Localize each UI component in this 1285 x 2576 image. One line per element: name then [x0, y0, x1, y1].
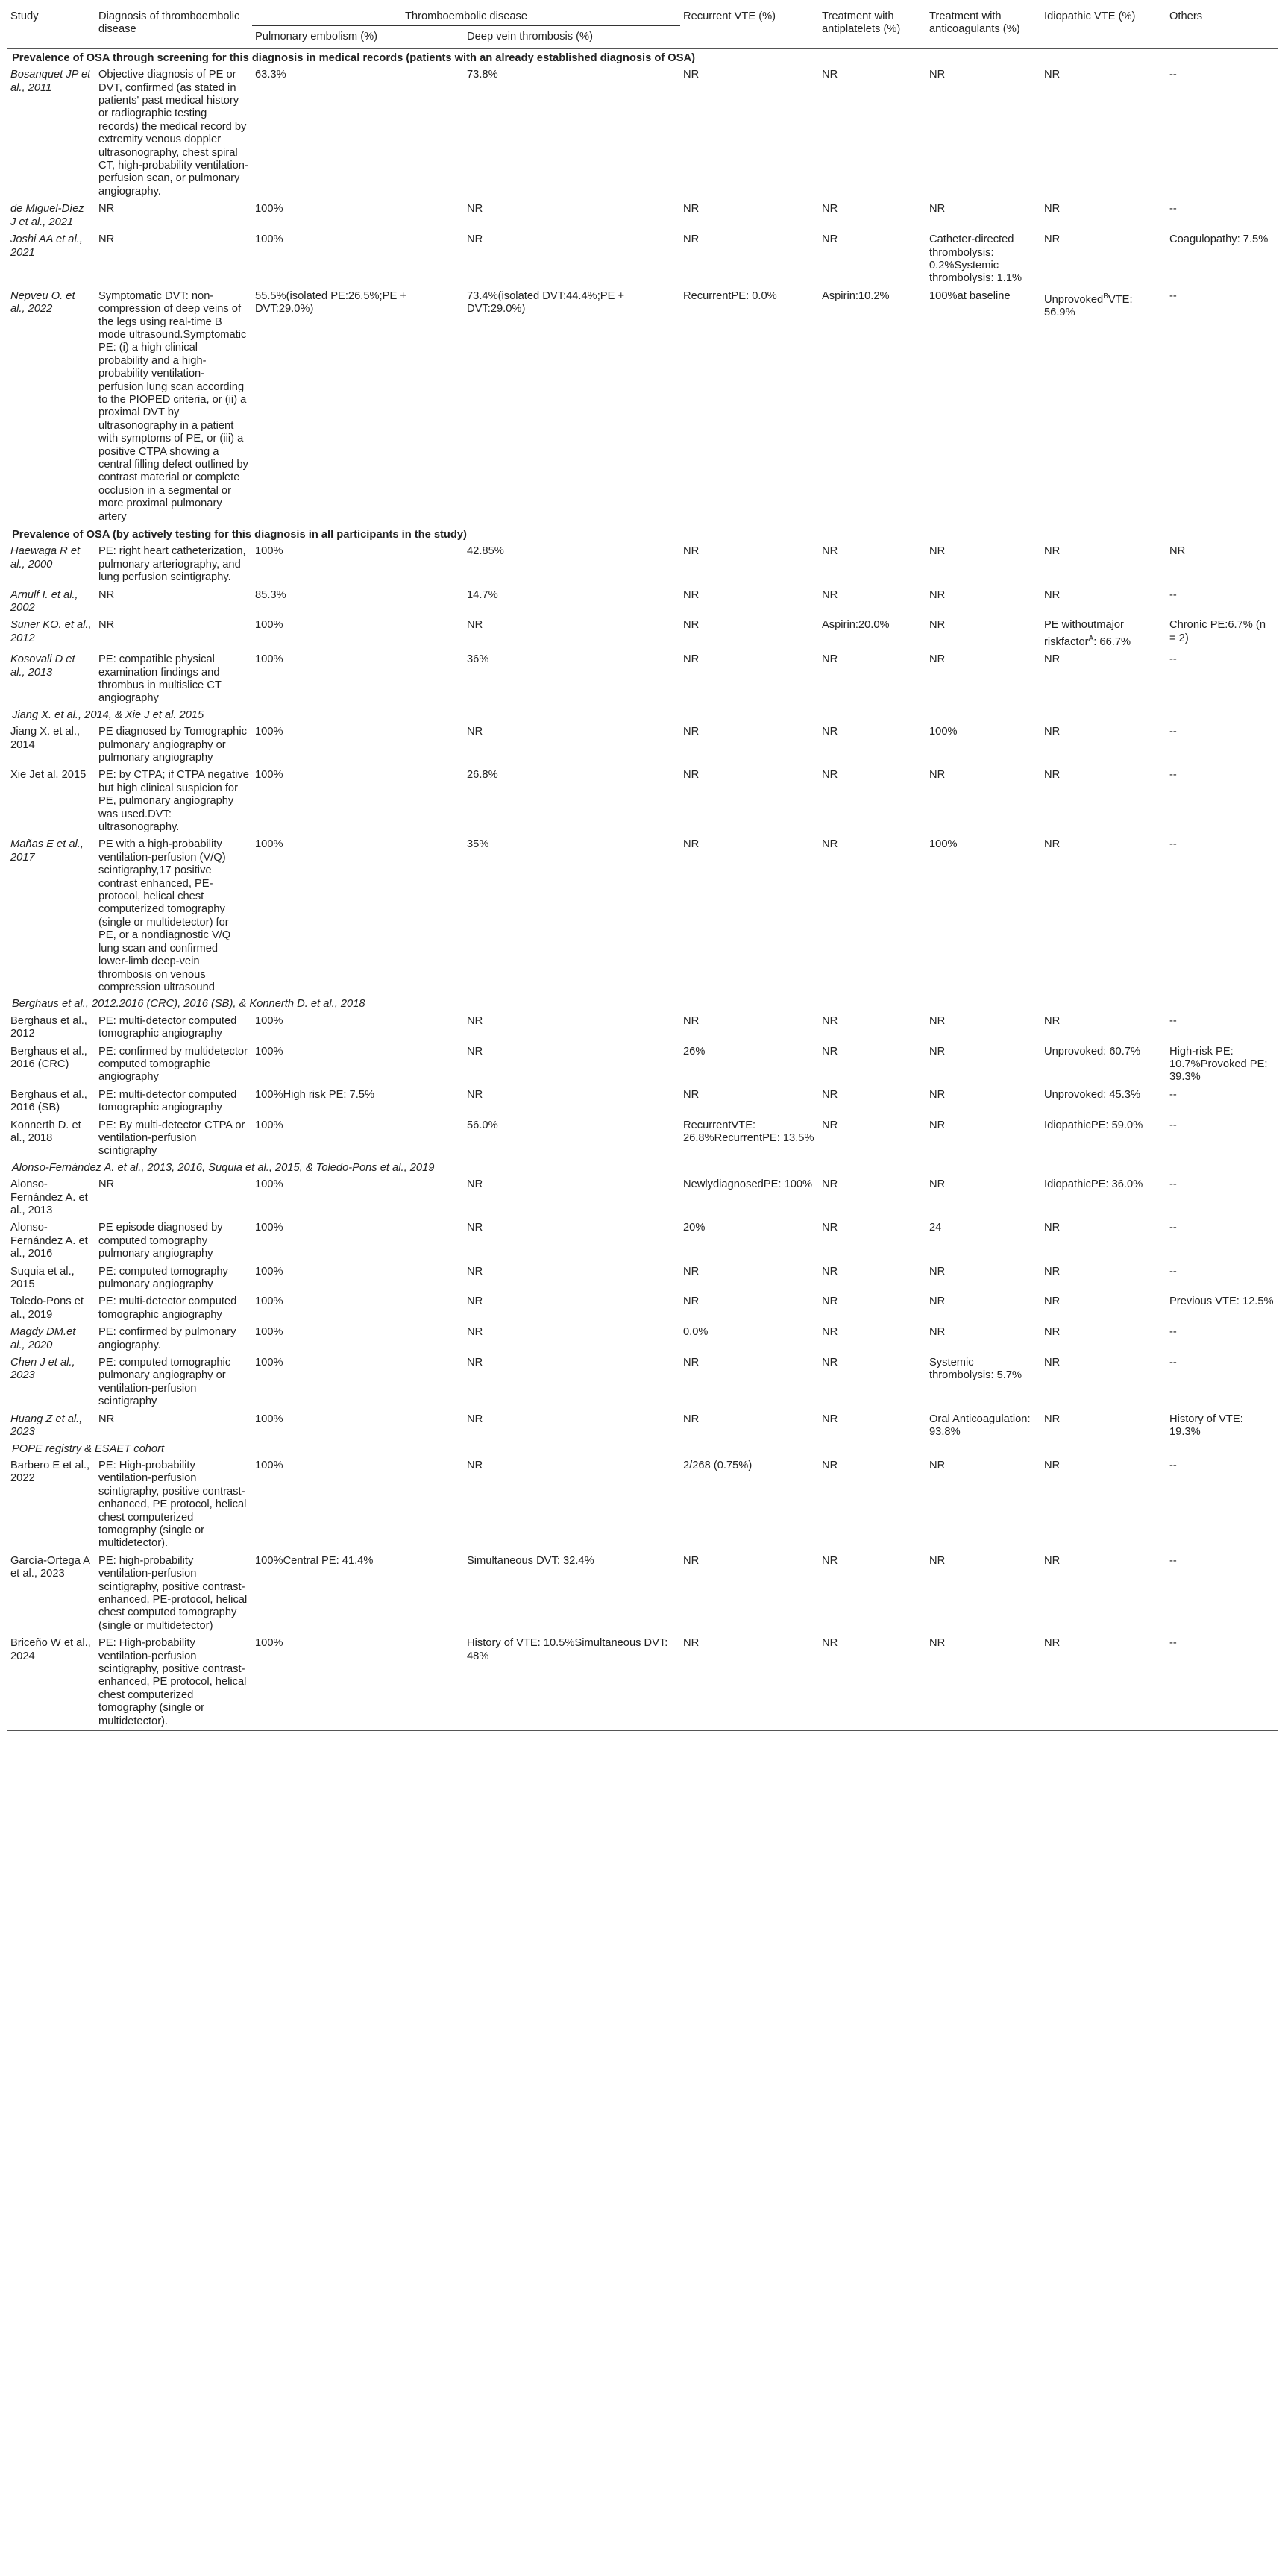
cell-others: --: [1169, 1088, 1177, 1101]
cell-dvt: NR: [467, 1014, 483, 1027]
cell-diagnosis: Objective diagnosis of PE or DVT, confirmed (as stated in patients' past medical history or radiographic testing records) the medical record by extremity venous doppler ultrasonography, chest spiral CT, high-probability ventilation-perfusion scan, or pulmonary angiography.: [98, 69, 248, 198]
cell-idiopathic: [1041, 617, 1166, 651]
cell-others: --: [1169, 1459, 1177, 1471]
cell-others: --: [1169, 1326, 1177, 1339]
cell-others: NR: [1169, 545, 1186, 558]
group-title: Jiang X. et al., 2014, & Xie J et al. 2015: [12, 709, 204, 721]
col-dvt: Deep vein thrombosis (%): [467, 31, 593, 43]
table-row: [7, 1553, 1278, 1635]
cell-others: --: [1169, 1222, 1177, 1234]
table-row: [7, 1087, 1278, 1117]
cell-diagnosis: PE: multi-detector computed tomographic angiography: [98, 1295, 237, 1321]
cell-pe: 100%High risk PE: 7.5%: [255, 1088, 375, 1101]
cell-others: Previous VTE: 12.5%: [1169, 1295, 1274, 1308]
cell-idiopathic: IdiopathicPE: 59.0%: [1044, 1119, 1143, 1131]
table-row: [7, 1354, 1278, 1411]
cell-pe: 100%: [255, 1459, 283, 1471]
cell-study: Konnerth D. et al., 2018: [10, 1119, 81, 1144]
cell-pe: 100%: [255, 233, 283, 246]
cell-recurrent: 2/268 (0.75%): [683, 1459, 753, 1471]
cell-idiopathic: Unprovoked: 45.3%: [1044, 1088, 1141, 1101]
cell-dvt: NR: [467, 1088, 483, 1101]
cell-anticoagulants: 100%at baseline: [929, 289, 1011, 302]
cell-diagnosis: PE: right heart catheterization, pulmonary arteriography, and lung perfusion scintigraphy.: [98, 545, 246, 584]
cell-anticoagulants: NR: [929, 1459, 946, 1471]
group-header: [7, 1160, 1278, 1176]
thromboembolic-osa-table: [7, 0, 1278, 1731]
col-idiopathic: Idiopathic VTE (%): [1044, 10, 1136, 22]
cell-anticoagulants: NR: [929, 1014, 946, 1027]
cell-diagnosis: PE: by CTPA; if CTPA negative but high clinical suspicion for PE, pulmonary angiography was used.DVT: ultrasonography.: [98, 769, 249, 834]
col-study: Study: [10, 10, 39, 22]
cell-idiopathic: NR: [1044, 1554, 1061, 1567]
cell-antiplatelets: NR: [822, 1295, 838, 1308]
cell-recurrent: NR: [683, 726, 700, 738]
table-row: [7, 1457, 1278, 1553]
cell-anticoagulants: NR: [929, 653, 946, 666]
cell-idiopathic: IdiopathicPE: 36.0%: [1044, 1178, 1143, 1191]
group-title: Alonso-Fernández A. et al., 2013, 2016, Suquia et al., 2015, & Toledo-Pons et al., 2019: [12, 1161, 435, 1174]
cell-study: Bosanquet JP et al., 2011: [10, 69, 91, 94]
cell-antiplatelets: NR: [822, 1014, 838, 1027]
cell-antiplatelets: NR: [822, 69, 838, 81]
cell-pe: 85.3%: [255, 588, 286, 601]
header-row-1: [7, 0, 1278, 26]
cell-recurrent: NR: [683, 1413, 700, 1425]
cell-others: --: [1169, 289, 1177, 302]
cell-antiplatelets: NR: [822, 726, 838, 738]
cell-recurrent: NR: [683, 545, 700, 558]
cell-diagnosis: NR: [98, 588, 115, 601]
cell-antiplatelets: NR: [822, 1119, 838, 1131]
cell-idiopathic-tail: : 66.7%: [1093, 635, 1131, 648]
cell-anticoagulants: NR: [929, 1326, 946, 1339]
cell-recurrent: 26%: [683, 1045, 706, 1058]
cell-antiplatelets: NR: [822, 545, 838, 558]
cell-recurrent: NR: [683, 619, 700, 632]
cell-antiplatelets: NR: [822, 838, 838, 851]
cell-diagnosis: NR: [98, 203, 115, 216]
section-header: [7, 48, 1278, 66]
cell-idiopathic: NR: [1044, 726, 1061, 738]
cell-diagnosis: PE: high-probability ventilation-perfusion scintigraphy, positive contrast-enhanced, PE-protocol, helical chest computed tomography (single or multidetector): [98, 1554, 248, 1632]
cell-antiplatelets: Aspirin:20.0%: [822, 619, 890, 632]
cell-diagnosis: PE: High-probability ventilation-perfusion scintigraphy, positive contrast-enhanced, PE protocol, helical chest computerized tomography (single or multidetector).: [98, 1637, 247, 1727]
cell-others: High-risk PE: 10.7%Provoked PE: 39.3%: [1169, 1045, 1268, 1084]
cell-diagnosis: PE: confirmed by multidetector computed tomographic angiography: [98, 1045, 248, 1084]
cell-anticoagulants: NR: [929, 1119, 946, 1131]
cell-idiopathic: NR: [1044, 1413, 1061, 1425]
cell-pe: 100%Central PE: 41.4%: [255, 1554, 374, 1567]
cell-antiplatelets: NR: [822, 1637, 838, 1650]
cell-dvt: NR: [467, 1459, 483, 1471]
cell-recurrent: NR: [683, 233, 700, 246]
cell-anticoagulants: 100%: [929, 838, 958, 851]
cell-anticoagulants: NR: [929, 1637, 946, 1650]
cell-others: --: [1169, 653, 1177, 666]
cell-antiplatelets: NR: [822, 203, 838, 216]
cell-idiopathic-tail: VTE: 56.9%: [1044, 293, 1133, 319]
cell-idiopathic: [1041, 288, 1166, 526]
cell-others: --: [1169, 203, 1177, 216]
cell-study: Huang Z et al., 2023: [10, 1413, 83, 1439]
cell-pe: 100%: [255, 203, 283, 216]
cell-idiopathic-text: Unprovoked: [1044, 293, 1104, 306]
cell-others: Chronic PE:6.7% (n = 2): [1169, 619, 1266, 644]
cell-idiopathic: NR: [1044, 1459, 1061, 1471]
cell-pe: 100%: [255, 1637, 283, 1650]
table-row: [7, 1013, 1278, 1043]
cell-others: Coagulopathy: 7.5%: [1169, 233, 1269, 246]
table-row: [7, 1293, 1278, 1324]
cell-dvt: NR: [467, 1178, 483, 1191]
cell-others: --: [1169, 1637, 1177, 1650]
cell-antiplatelets: NR: [822, 1357, 838, 1369]
cell-diagnosis: PE: multi-detector computed tomographic angiography: [98, 1088, 237, 1114]
cell-idiopathic: NR: [1044, 588, 1061, 601]
cell-idiopathic: NR: [1044, 1637, 1061, 1650]
cell-recurrent: NR: [683, 588, 700, 601]
table-row: [7, 1117, 1278, 1160]
cell-others: --: [1169, 1178, 1177, 1191]
cell-dvt: NR: [467, 1326, 483, 1339]
cell-anticoagulants: Catheter-directed thrombolysis: 0.2%Systemic thrombolysis: 1.1%: [929, 233, 1022, 285]
table-row: [7, 288, 1278, 526]
table-row: [7, 1324, 1278, 1354]
cell-pe: 100%: [255, 1413, 283, 1425]
cell-idiopathic: NR: [1044, 1222, 1061, 1234]
cell-pe: 100%: [255, 1357, 283, 1369]
cell-dvt: 73.8%: [467, 69, 498, 81]
group-header: [7, 1442, 1278, 1457]
cell-study: Suquia et al., 2015: [10, 1265, 75, 1291]
cell-pe: 100%: [255, 1265, 283, 1278]
cell-dvt: History of VTE: 10.5%Simultaneous DVT: 48%: [467, 1637, 668, 1662]
cell-study: Chen J et al., 2023: [10, 1357, 75, 1382]
table-row: [7, 617, 1278, 651]
cell-anticoagulants: NR: [929, 1045, 946, 1058]
col-pe: Pulmonary embolism (%): [255, 31, 378, 43]
cell-diagnosis: NR: [98, 1178, 115, 1191]
cell-dvt: NR: [467, 619, 483, 632]
cell-study: Berghaus et al., 2016 (SB): [10, 1088, 87, 1114]
cell-diagnosis: Symptomatic DVT: non-compression of deep veins of the legs using real-time B mode ultrasound.Symptomatic PE: (i) a high clinical probability and a high-probability ventilation-perfusion lung scan according to the PIOPED criteria, or (ii) a proximal DVT by ultrasonography in a patient with symptoms of PE, or (iii) a positive CTPA showing a central filling defect outlined by contrast material or complete occlusion in a segmental or more proximal pulmonary artery: [98, 289, 248, 523]
cell-dvt: NR: [467, 726, 483, 738]
cell-recurrent: NR: [683, 653, 700, 666]
cell-others: --: [1169, 726, 1177, 738]
cell-others: --: [1169, 588, 1177, 601]
cell-pe: 100%: [255, 726, 283, 738]
cell-idiopathic: NR: [1044, 233, 1061, 246]
cell-recurrent: RecurrentPE: 0.0%: [683, 289, 777, 302]
cell-diagnosis: NR: [98, 233, 115, 246]
cell-pe: 100%: [255, 769, 283, 782]
cell-study: de Miguel-Díez J et al., 2021: [10, 203, 84, 228]
cell-idiopathic: NR: [1044, 545, 1061, 558]
cell-idiopathic: NR: [1044, 769, 1061, 782]
cell-antiplatelets: NR: [822, 769, 838, 782]
cell-pe: 63.3%: [255, 69, 286, 81]
cell-recurrent: NR: [683, 1637, 700, 1650]
cell-study: Haewaga R et al., 2000: [10, 545, 81, 571]
cell-pe: 100%: [255, 653, 283, 666]
cell-antiplatelets: NR: [822, 1178, 838, 1191]
cell-study: Berghaus et al., 2012: [10, 1014, 87, 1040]
col-diagnosis: Diagnosis of thromboembolic disease: [98, 10, 240, 36]
table-row: [7, 651, 1278, 708]
cell-idiopathic: NR: [1044, 1265, 1061, 1278]
cell-study: Briceño W et al., 2024: [10, 1637, 91, 1662]
cell-pe: 100%: [255, 619, 283, 632]
section-title: Prevalence of OSA (by actively testing for this diagnosis in all participants in the study): [12, 529, 467, 541]
cell-recurrent: NR: [683, 1357, 700, 1369]
cell-idiopathic: NR: [1044, 1295, 1061, 1308]
cell-pe: 100%: [255, 1326, 283, 1339]
cell-antiplatelets: NR: [822, 1554, 838, 1567]
cell-antiplatelets: NR: [822, 1222, 838, 1234]
cell-recurrent: NR: [683, 203, 700, 216]
col-recurrent: Recurrent VTE (%): [683, 10, 776, 22]
cell-pe: 100%: [255, 1045, 283, 1058]
cell-recurrent: NewlydiagnosedPE: 100%: [683, 1178, 813, 1191]
cell-pe: 100%: [255, 838, 283, 851]
cell-diagnosis: PE: compatible physical examination findings and thrombus in multislice CT angiography: [98, 653, 222, 705]
cell-anticoagulants: NR: [929, 203, 946, 216]
table-body: [7, 48, 1278, 1730]
table-row: [7, 1219, 1278, 1263]
cell-anticoagulants: NR: [929, 588, 946, 601]
cell-antiplatelets: NR: [822, 1459, 838, 1471]
table-row: [7, 767, 1278, 836]
cell-study: Magdy DM.et al., 2020: [10, 1326, 76, 1351]
cell-recurrent: RecurrentVTE: 26.8%RecurrentPE: 13.5%: [683, 1119, 814, 1144]
cell-diagnosis: PE: computed tomography pulmonary angiography: [98, 1265, 228, 1291]
cell-idiopathic: NR: [1044, 69, 1061, 81]
cell-anticoagulants: 100%: [929, 726, 958, 738]
cell-anticoagulants: NR: [929, 69, 946, 81]
cell-pe: 100%: [255, 1014, 283, 1027]
footnote-marker: A: [1088, 634, 1094, 643]
cell-antiplatelets: NR: [822, 233, 838, 246]
table-row: [7, 201, 1278, 231]
cell-diagnosis: PE diagnosed by Tomographic pulmonary angiography or pulmonary angiography: [98, 726, 247, 764]
cell-dvt: NR: [467, 1357, 483, 1369]
table-row: [7, 1176, 1278, 1219]
cell-study: Nepveu O. et al., 2022: [10, 289, 75, 315]
cell-dvt: 56.0%: [467, 1119, 498, 1131]
cell-anticoagulants: Oral Anticoagulation: 93.8%: [929, 1413, 1031, 1439]
cell-others: --: [1169, 1014, 1177, 1027]
cell-diagnosis: PE: computed tomographic pulmonary angiography or ventilation-perfusion scintigraphy: [98, 1357, 231, 1408]
table-row: [7, 1635, 1278, 1730]
cell-dvt: 73.4%(isolated DVT:44.4%;PE + DVT:29.0%): [467, 289, 625, 315]
cell-antiplatelets: NR: [822, 1326, 838, 1339]
cell-idiopathic: NR: [1044, 1326, 1061, 1339]
cell-recurrent: NR: [683, 1295, 700, 1308]
cell-others: --: [1169, 1357, 1177, 1369]
cell-anticoagulants: NR: [929, 619, 946, 632]
cell-study: Joshi AA et al., 2021: [10, 233, 83, 259]
cell-recurrent: NR: [683, 1265, 700, 1278]
table-row: [7, 66, 1278, 201]
cell-pe: 100%: [255, 545, 283, 558]
col-anticoagulants: Treatment with anticoagulants (%): [929, 10, 1020, 36]
cell-pe: 100%: [255, 1222, 283, 1234]
group-header: [7, 708, 1278, 723]
cell-study: Alonso-Fernández A. et al., 2013: [10, 1178, 88, 1217]
cell-others: --: [1169, 69, 1177, 81]
cell-recurrent: 0.0%: [683, 1326, 709, 1339]
cell-pe: 55.5%(isolated PE:26.5%;PE + DVT:29.0%): [255, 289, 406, 315]
cell-dvt: NR: [467, 233, 483, 246]
group-title: Berghaus et al., 2012.2016 (CRC), 2016 (SB), & Konnerth D. et al., 2018: [12, 998, 365, 1011]
cell-idiopathic: NR: [1044, 653, 1061, 666]
cell-dvt: NR: [467, 1413, 483, 1425]
group-header: [7, 996, 1278, 1012]
cell-idiopathic: Unprovoked: 60.7%: [1044, 1045, 1141, 1058]
cell-study: Kosovali D et al., 2013: [10, 653, 75, 679]
cell-dvt: NR: [467, 1295, 483, 1308]
cell-dvt: 36%: [467, 653, 489, 666]
section-header: [7, 526, 1278, 543]
cell-diagnosis: PE with a high-probability ventilation-perfusion (V/Q) scintigraphy,17 positive contrast enhanced, PE-protocol, helical chest computerized tomography (single or multidetector) for PE, or a nondiagnostic V/Q lung scan and confirmed lower-limb deep-vein thrombosis on venous compression ultrasound: [98, 838, 231, 993]
cell-others: --: [1169, 1554, 1177, 1567]
table-row: [7, 1043, 1278, 1087]
cell-others: --: [1169, 838, 1177, 851]
cell-others: History of VTE: 19.3%: [1169, 1413, 1243, 1439]
table-row: [7, 836, 1278, 996]
cell-recurrent: NR: [683, 769, 700, 782]
cell-pe: 100%: [255, 1295, 283, 1308]
cell-recurrent: NR: [683, 838, 700, 851]
cell-study: Barbero E et al., 2022: [10, 1459, 90, 1485]
cell-anticoagulants: NR: [929, 1295, 946, 1308]
table-row: [7, 587, 1278, 618]
cell-study: Xie Jet al. 2015: [10, 769, 87, 782]
table-row: [7, 543, 1278, 586]
cell-study: Arnulf I. et al., 2002: [10, 588, 78, 615]
cell-diagnosis: PE episode diagnosed by computed tomography pulmonary angiography: [98, 1222, 223, 1260]
cell-dvt: NR: [467, 1045, 483, 1058]
cell-antiplatelets: NR: [822, 1265, 838, 1278]
col-thromboembolic: Thromboembolic disease: [252, 0, 680, 26]
table-row: [7, 1263, 1278, 1294]
cell-pe: 100%: [255, 1178, 283, 1191]
cell-antiplatelets: NR: [822, 1088, 838, 1101]
cell-study: Alonso-Fernández A. et al., 2016: [10, 1222, 88, 1260]
cell-anticoagulants: NR: [929, 545, 946, 558]
cell-diagnosis: PE: confirmed by pulmonary angiography.: [98, 1326, 236, 1351]
cell-dvt: NR: [467, 1222, 483, 1234]
col-others: Others: [1169, 10, 1203, 22]
cell-dvt: 14.7%: [467, 588, 498, 601]
cell-antiplatelets: NR: [822, 653, 838, 666]
cell-dvt: Simultaneous DVT: 32.4%: [467, 1554, 594, 1567]
cell-dvt: NR: [467, 1265, 483, 1278]
cell-others: --: [1169, 1119, 1177, 1131]
cell-antiplatelets: NR: [822, 1413, 838, 1425]
table-row: [7, 723, 1278, 767]
cell-anticoagulants: NR: [929, 1088, 946, 1101]
cell-anticoagulants: NR: [929, 1265, 946, 1278]
cell-dvt: NR: [467, 203, 483, 216]
cell-anticoagulants: 24: [929, 1222, 942, 1234]
section-title: Prevalence of OSA through screening for this diagnosis in medical records (patients with an already established diagnosis of OSA): [12, 51, 695, 64]
cell-diagnosis: NR: [98, 619, 115, 632]
cell-antiplatelets: Aspirin:10.2%: [822, 289, 890, 302]
cell-diagnosis: PE: multi-detector computed tomographic angiography: [98, 1014, 237, 1040]
cell-antiplatelets: NR: [822, 1045, 838, 1058]
col-antiplatelets: Treatment with antiplatelets (%): [822, 10, 901, 36]
table-row: [7, 1411, 1278, 1442]
cell-diagnosis: PE: By multi-detector CTPA or ventilation-perfusion scintigraphy: [98, 1119, 245, 1157]
cell-antiplatelets: NR: [822, 588, 838, 601]
cell-recurrent: NR: [683, 1554, 700, 1567]
cell-pe: 100%: [255, 1119, 283, 1131]
cell-recurrent: 20%: [683, 1222, 706, 1234]
cell-study: Mañas E et al., 2017: [10, 838, 84, 864]
cell-recurrent: NR: [683, 69, 700, 81]
cell-idiopathic: NR: [1044, 838, 1061, 851]
cell-idiopathic-text: PE withoutmajor riskfactor: [1044, 619, 1124, 648]
cell-study: Jiang X. et al., 2014: [10, 726, 81, 751]
cell-diagnosis: PE: High-probability ventilation-perfusion scintigraphy, positive contrast-enhanced, PE protocol, helical chest computerized tomography (single or multidetector).: [98, 1459, 247, 1550]
cell-study: Berghaus et al., 2016 (CRC): [10, 1045, 87, 1070]
cell-diagnosis: NR: [98, 1413, 115, 1425]
cell-dvt: 26.8%: [467, 769, 498, 782]
cell-recurrent: NR: [683, 1088, 700, 1101]
cell-recurrent: NR: [683, 1014, 700, 1027]
cell-study: García-Ortega A et al., 2023: [10, 1554, 90, 1580]
group-title: POPE registry & ESAET cohort: [12, 1442, 165, 1455]
cell-study: Toledo-Pons et al., 2019: [10, 1295, 84, 1321]
cell-anticoagulants: Systemic thrombolysis: 5.7%: [929, 1357, 1022, 1382]
cell-idiopathic: NR: [1044, 1357, 1061, 1369]
cell-others: --: [1169, 1265, 1177, 1278]
cell-anticoagulants: NR: [929, 1178, 946, 1191]
table-row: [7, 231, 1278, 288]
cell-anticoagulants: NR: [929, 769, 946, 782]
cell-idiopathic: NR: [1044, 1014, 1061, 1027]
cell-idiopathic: NR: [1044, 203, 1061, 216]
footnote-marker: B: [1103, 292, 1108, 301]
cell-dvt: 35%: [467, 838, 489, 851]
cell-study: Suner KO. et al., 2012: [10, 619, 92, 644]
cell-others: --: [1169, 769, 1177, 782]
cell-anticoagulants: NR: [929, 1554, 946, 1567]
cell-dvt: 42.85%: [467, 545, 504, 558]
